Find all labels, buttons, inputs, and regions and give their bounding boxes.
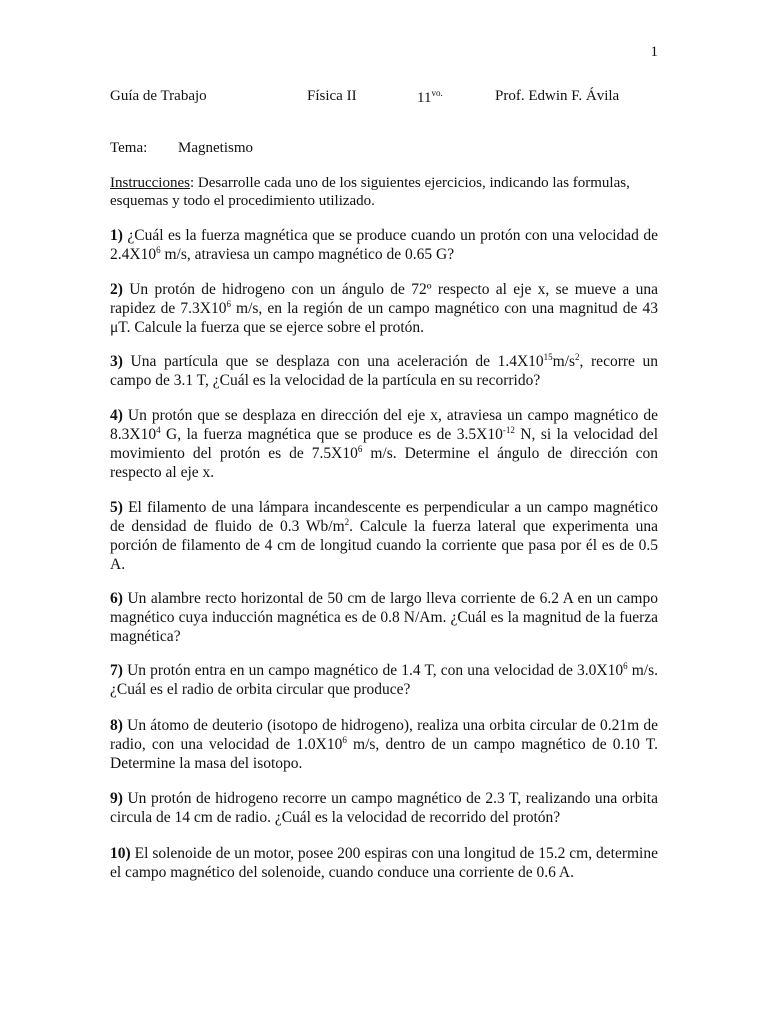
exercise-number: 5) [110,499,123,516]
exercise-6 [110,589,658,646]
exercise-number: 7) [110,662,123,679]
exercise-text: El filamento de una lámpara incandescente es perpendicular a un campo magnético de densidad de fluido de 0.3 Wb/m [110,499,658,535]
exercise-number: 2) [110,281,123,298]
header-guide-title: Guía de Trabajo [110,88,207,104]
exercise-text: m/s. Determine el ángulo de dirección con respecto al eje x. [110,445,658,481]
exercise-text: ¿Cuál es la fuerza magnética que se produce cuando un protón con una velocidad de 2.4X10 [110,227,658,263]
page-number: 1 [650,44,658,60]
exponent: 15 [543,352,553,362]
exercise-9 [110,789,658,827]
exponent: 6 [357,444,363,454]
exercise-text: G, la fuerza magnética que se produce es de 3.5X10 [160,426,503,443]
exercise-number: 4) [110,407,123,424]
instructions-text: : Desarrolle cada uno de los siguientes ejercicios, indicando las formulas, esquemas y todo el procedimiento utilizado. [110,175,630,209]
exercise-number: 10) [110,845,131,862]
exercise-text: , recorre un campo de 3.1 T, ¿Cuál es la velocidad de la partícula en su recorrido? [110,353,658,389]
exponent: 4 [156,425,161,435]
exercise-number: 6) [110,590,123,607]
exercise-text: Un protón entra en un campo magnético de 1.4 T, con una velocidad de 3.0X10 [122,662,624,679]
instructions [110,174,658,210]
exercise-text: Un protón de hidrogeno con un ángulo de 72º respecto al eje x, se mueve a una rapidez de 7.3X10 [110,281,658,317]
header-teacher: Prof. Edwin F. Ávila [495,88,620,104]
header-grade-suffix: vo. [431,88,443,98]
exercise-2 [110,280,658,337]
exercise-text: Un átomo de deuterio (isotopo de hidrogeno), realiza una orbita circular de 0.21m de radio, con una velocidad de 1.0X10 [110,717,658,753]
exponent: 6 [156,245,161,255]
exponent: 6 [342,735,347,745]
topic-value: Magnetismo [178,140,253,156]
header-subject: Física II [307,88,357,104]
exercise-4 [110,406,658,482]
exercise-7 [110,661,658,699]
exercise-number: 8) [110,717,123,734]
exercise-8 [110,716,658,773]
instructions-label: Instrucciones [110,175,190,191]
exercise-text: m/s, dentro de un campo magnético de 0.10 T. Determine la masa del isotopo. [110,736,658,772]
exercise-text: . Calcule la fuerza lateral que experimenta una porción de filamento de 4 cm de longitud cuando la corriente que pasa por él es de 0.5 A. [110,518,658,573]
exercise-text: m/s [552,353,576,370]
exercise-text: m/s, en la región de un campo magnético con una magnitud de 43 μT. Calcule la fuerza que se ejerce sobre el protón. [110,300,658,336]
topic-label: Tema: [110,140,148,156]
exercise-text: m/s. ¿Cuál es el radio de orbita circular que produce? [110,662,658,698]
exercise-text: El solenoide de un motor, posee 200 espiras con una longitud de 15.2 cm, determine el campo magnético del solenoide, cuando conduce una corriente de 0.6 A. [110,845,658,881]
exponent: 2 [575,352,580,362]
exercise-text: Un protón de hidrogeno recorre un campo magnético de 2.3 T, realizando una orbita circula de 14 cm de radio. ¿Cuál es la velocidad de recorrido del protón? [110,790,658,826]
exponent: 2 [344,517,350,527]
exercise-text: m/s, atraviesa un campo magnético de 0.65 G? [160,246,455,263]
document-header [110,88,670,108]
exercise-text: Una partícula que se desplaza con una aceleración de 1.4X10 [122,353,544,370]
exercise-text: N, si la velocidad del movimiento del protón es de 7.5X10 [110,426,658,462]
exercise-number: 1) [110,227,123,244]
header-grade-number: 11 [417,90,432,106]
exercise-5 [110,498,658,574]
exercise-text: Un protón que se desplaza en dirección del eje x, atraviesa un campo magnético de 8.3X10 [110,407,658,443]
exercise-text: Un alambre recto horizontal de 50 cm de largo lleva corriente de 6.2 A en un campo magnético cuya inducción magnética es de 0.8 N/Am. ¿Cuál es la magnitud de la fuerza magnética? [110,590,658,645]
exponent: -12 [502,425,515,435]
exercise-3 [110,352,658,390]
topic-line [110,140,253,157]
exercise-number: 3) [110,353,123,370]
exercise-10 [110,844,658,882]
exercise-number: 9) [110,790,123,807]
header-grade [417,88,443,107]
exercise-1 [110,226,658,264]
exponent: 6 [623,661,628,671]
exponent: 6 [226,299,231,309]
